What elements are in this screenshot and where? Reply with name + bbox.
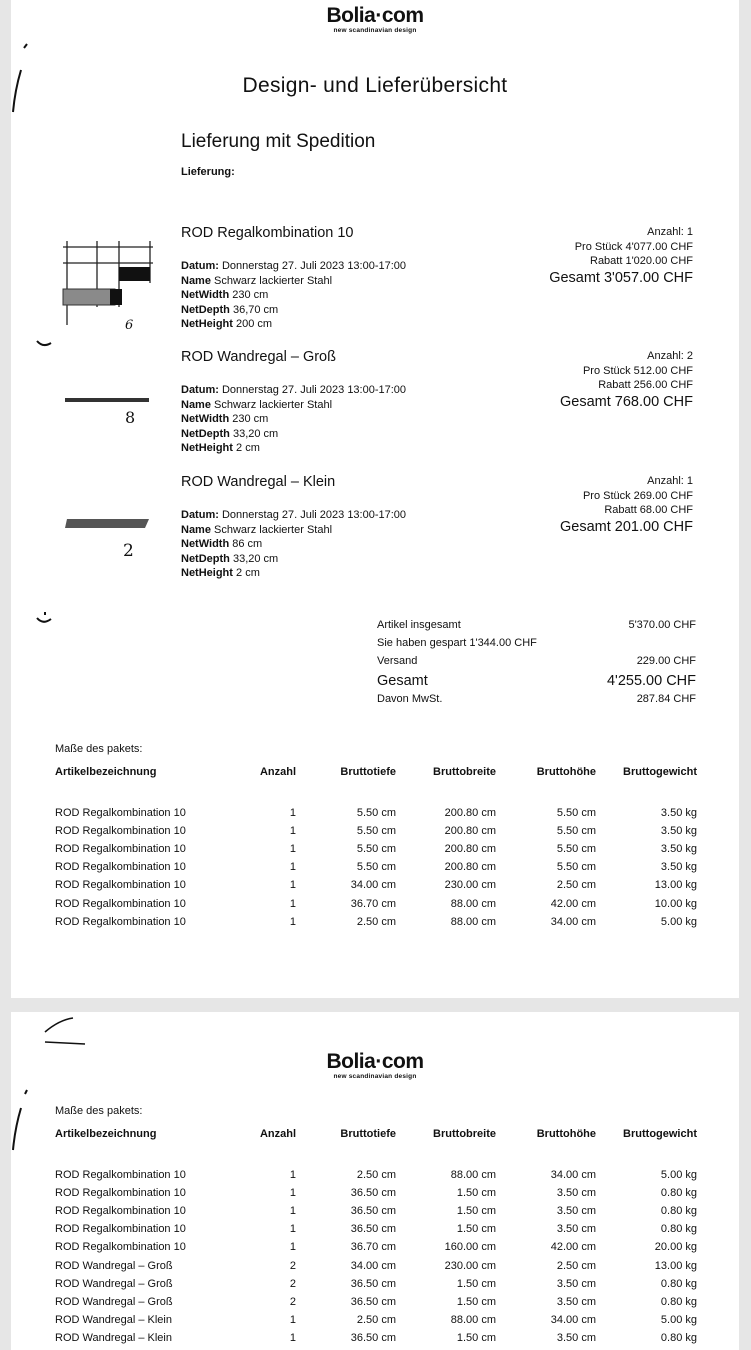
table-cell: 1 [289, 825, 296, 838]
table-cell: 0.80 kg [660, 1295, 697, 1308]
table-cell: 5.50 cm [556, 861, 596, 874]
table-cell: 5.00 kg [660, 1313, 697, 1326]
table-cell: 0.80 kg [660, 1187, 697, 1200]
table-cell: 1.50 cm [456, 1277, 496, 1290]
summary-row-shipping: Versand 229.00 CHF [377, 655, 696, 667]
table-cell: ROD Regalkombination 10 [55, 843, 186, 856]
table-cell: ROD Wandregal – Klein [55, 1331, 172, 1344]
table-cell: ROD Regalkombination 10 [55, 1187, 186, 1200]
table-cell: 2.50 cm [556, 879, 596, 892]
item-quantity: Anzahl: 2 [647, 350, 693, 362]
table-row [55, 913, 697, 931]
table-cell: 20.00 kg [654, 1241, 697, 1254]
table-cell: 1 [289, 1223, 296, 1236]
item-unit-price: Pro Stück 4'077.00 CHF [574, 240, 693, 253]
item-total: Gesamt 3'057.00 CHF [549, 269, 693, 286]
table-cell: 88.00 cm [450, 915, 496, 928]
table-cell: 88.00 cm [450, 1313, 496, 1326]
table-cell: 3.50 cm [556, 1205, 596, 1218]
table-cell: 88.00 cm [450, 897, 496, 910]
table-cell: 3.50 kg [660, 807, 697, 820]
package-table [55, 766, 697, 931]
table-cell: 10.00 kg [654, 897, 697, 910]
table-cell: 1.50 cm [456, 1205, 496, 1218]
table-cell: 1 [289, 843, 296, 856]
table-cell: 1.50 cm [456, 1187, 496, 1200]
document-page-2 [11, 1012, 739, 1350]
item-total: Gesamt 768.00 CHF [560, 393, 693, 410]
table-cell: 2.50 cm [356, 915, 396, 928]
package-table [55, 1128, 697, 1347]
table-cell: ROD Wandregal – Groß [55, 1277, 173, 1290]
table-row [55, 804, 697, 822]
table-cell: 5.50 cm [356, 825, 396, 838]
table-cell: 34.00 cm [350, 1259, 396, 1272]
table-cell: 13.00 kg [654, 1259, 697, 1272]
logo-wordmark: Bolia·com [326, 4, 424, 27]
summary-row-total: Gesamt 4'255.00 CHF [377, 673, 696, 689]
table-cell: 42.00 cm [550, 897, 596, 910]
scan-mark [11, 1088, 31, 1158]
table-cell: 42.00 cm [550, 1241, 596, 1254]
wall-shelf-large-thumbnail [63, 393, 153, 429]
table-cell: ROD Regalkombination 10 [55, 1223, 186, 1236]
item-quantity: Anzahl: 1 [647, 475, 693, 487]
table-cell: 36.50 cm [350, 1187, 396, 1200]
table-cell: 1 [289, 1331, 296, 1344]
order-item [11, 349, 739, 469]
item-price [560, 349, 693, 411]
table-row [55, 1275, 697, 1293]
table-cell: 3.50 cm [556, 1277, 596, 1290]
table-cell: ROD Regalkombination 10 [55, 825, 186, 838]
table-cell: 5.50 cm [356, 843, 396, 856]
table-cell: 1 [289, 915, 296, 928]
table-cell: 0.80 kg [660, 1223, 697, 1236]
table-cell: 36.50 cm [350, 1223, 396, 1236]
table-cell: 2.50 cm [356, 1169, 396, 1182]
order-summary [377, 619, 696, 711]
table-cell: 5.50 cm [356, 807, 396, 820]
table-cell: 2.50 cm [556, 1259, 596, 1272]
package-label: Maße des pakets: [55, 743, 143, 755]
table-cell: 1.50 cm [456, 1331, 496, 1344]
table-row [55, 858, 697, 876]
summary-row-savings: Sie haben gespart 1'344.00 CHF [377, 637, 537, 649]
item-discount: Rabatt 1'020.00 CHF [590, 255, 693, 268]
table-cell: 5.00 kg [660, 915, 697, 928]
table-cell: 200.80 cm [444, 861, 496, 874]
table-cell: 34.00 cm [550, 1313, 596, 1326]
table-cell: 5.50 cm [556, 807, 596, 820]
item-details: Datum: Donnerstag 27. Juli 2023 13:00-17:00 Name Schwarz lackierter Stahl NetWidth 230 cm NetDepth 33,20 cm NetHeight 2 cm [181, 384, 407, 455]
table-cell: ROD Regalkombination 10 [55, 897, 186, 910]
table-cell: ROD Wandregal – Klein [55, 1313, 172, 1326]
table-cell: 88.00 cm [450, 1169, 496, 1182]
table-row [55, 822, 697, 840]
table-cell: 3.50 cm [556, 1187, 596, 1200]
table-row [55, 894, 697, 912]
scan-mark [41, 1016, 91, 1046]
table-cell: 13.00 kg [654, 879, 697, 892]
table-cell: 1 [289, 1187, 296, 1200]
brand-logo [11, 5, 739, 35]
table-cell: ROD Regalkombination 10 [55, 1169, 186, 1182]
item-details: Datum: Donnerstag 27. Juli 2023 13:00-17:00 Name Schwarz lackierter Stahl NetWidth 86 cm NetDepth 33,20 cm NetHeight 2 cm [181, 509, 407, 580]
table-cell: 36.50 cm [350, 1205, 396, 1218]
table-cell: 36.70 cm [350, 1241, 396, 1254]
delivery-label: Lieferung: [181, 166, 235, 178]
item-quantity: Anzahl: 1 [647, 226, 693, 238]
logo-tagline: new scandinavian design [333, 27, 417, 34]
table-cell: 2.50 cm [356, 1313, 396, 1326]
table-cell: 230.00 cm [444, 1259, 496, 1272]
table-cell: ROD Regalkombination 10 [55, 861, 186, 874]
table-cell: ROD Regalkombination 10 [55, 1205, 186, 1218]
document-page-1 [11, 0, 739, 998]
handwritten-mark: 2 [123, 541, 134, 561]
table-row [55, 1238, 697, 1256]
table-cell: 1 [289, 1169, 296, 1182]
table-cell: 3.50 kg [660, 825, 697, 838]
table-cell: 5.50 cm [556, 843, 596, 856]
handwritten-mark: 6 [125, 318, 134, 329]
table-row [55, 1202, 697, 1220]
item-details: Datum: Donnerstag 27. Juli 2023 13:00-17:00 Name Schwarz lackierter Stahl NetWidth 230 cm NetDepth 36,70 cm NetHeight 200 cm [181, 260, 407, 331]
table-cell: 1 [289, 1241, 296, 1254]
table-cell: 160.00 cm [444, 1241, 496, 1254]
table-row [55, 840, 697, 858]
table-row [55, 876, 697, 894]
summary-row-vat: Davon MwSt. 287.84 CHF [377, 693, 696, 705]
table-cell: ROD Regalkombination 10 [55, 1241, 186, 1254]
logo-tagline: new scandinavian design [333, 1073, 417, 1080]
table-cell: 2 [289, 1259, 296, 1272]
section-title: Lieferung mit Spedition [181, 131, 376, 152]
table-cell: 2 [289, 1295, 296, 1308]
logo-wordmark: Bolia·com [326, 1050, 424, 1073]
table-cell: 1 [289, 861, 296, 874]
item-price [549, 225, 693, 287]
handwritten-mark: 8 [125, 408, 136, 427]
table-cell: 0.80 kg [660, 1205, 697, 1218]
table-cell: 34.00 cm [550, 915, 596, 928]
table-cell: 5.00 kg [660, 1169, 697, 1182]
table-cell: 200.80 cm [444, 807, 496, 820]
table-cell: 2 [289, 1277, 296, 1290]
table-cell: 34.00 cm [350, 879, 396, 892]
table-cell: 1 [289, 897, 296, 910]
table-cell: 200.80 cm [444, 843, 496, 856]
table-row [55, 1184, 697, 1202]
order-item [11, 225, 739, 345]
table-cell: 3.50 kg [660, 843, 697, 856]
table-cell: ROD Regalkombination 10 [55, 879, 186, 892]
table-cell: 36.50 cm [350, 1331, 396, 1344]
table-row [55, 1293, 697, 1311]
table-cell: 36.70 cm [350, 897, 396, 910]
item-discount: Rabatt 256.00 CHF [598, 379, 693, 392]
table-row [55, 1166, 697, 1184]
table-cell: 3.50 cm [556, 1331, 596, 1344]
table-cell: 1 [289, 807, 296, 820]
table-cell: 34.00 cm [550, 1169, 596, 1182]
item-total: Gesamt 201.00 CHF [560, 518, 693, 535]
table-cell: ROD Regalkombination 10 [55, 915, 186, 928]
table-cell: ROD Regalkombination 10 [55, 807, 186, 820]
package-table-header: Artikelbezeichnung Anzahl Bruttotiefe Bruttobreite Bruttohöhe Bruttogewicht [55, 766, 697, 778]
summary-row-articles: Artikel insgesamt 5'370.00 CHF [377, 619, 696, 631]
table-cell: 36.50 cm [350, 1295, 396, 1308]
item-name: ROD Wandregal – Klein [181, 474, 336, 490]
order-item [11, 474, 739, 594]
shelf-combination-thumbnail [61, 237, 156, 329]
table-row [55, 1256, 697, 1274]
table-cell: 230.00 cm [444, 879, 496, 892]
table-cell: 200.80 cm [444, 825, 496, 838]
table-row [55, 1220, 697, 1238]
table-cell: 3.50 cm [556, 1223, 596, 1236]
wall-shelf-small-thumbnail [63, 516, 153, 564]
table-row [55, 1329, 697, 1347]
table-cell: ROD Wandregal – Groß [55, 1259, 173, 1272]
table-row [55, 1311, 697, 1329]
document-title: Design- und Lieferübersicht [242, 74, 508, 97]
item-price [560, 474, 693, 536]
item-discount: Rabatt 68.00 CHF [604, 504, 693, 517]
table-cell: 0.80 kg [660, 1277, 697, 1290]
scan-mark [35, 612, 55, 626]
table-cell: 1.50 cm [456, 1223, 496, 1236]
table-cell: 1 [289, 879, 296, 892]
item-name: ROD Regalkombination 10 [181, 225, 354, 241]
table-cell: 3.50 kg [660, 861, 697, 874]
table-cell: 3.50 cm [556, 1295, 596, 1308]
item-unit-price: Pro Stück 512.00 CHF [582, 364, 693, 377]
table-cell: 1 [289, 1205, 296, 1218]
table-cell: 1.50 cm [456, 1295, 496, 1308]
brand-logo [11, 1051, 739, 1081]
package-label: Maße des pakets: [55, 1105, 143, 1117]
table-cell: 5.50 cm [356, 861, 396, 874]
package-table-header: Artikelbezeichnung Anzahl Bruttotiefe Bruttobreite Bruttohöhe Bruttogewicht [55, 1128, 697, 1140]
table-cell: 5.50 cm [556, 825, 596, 838]
table-cell: 1 [289, 1313, 296, 1326]
item-unit-price: Pro Stück 269.00 CHF [582, 489, 693, 502]
item-name: ROD Wandregal – Groß [181, 349, 336, 365]
table-cell: 0.80 kg [660, 1331, 697, 1344]
table-cell: ROD Wandregal – Groß [55, 1295, 173, 1308]
table-cell: 36.50 cm [350, 1277, 396, 1290]
